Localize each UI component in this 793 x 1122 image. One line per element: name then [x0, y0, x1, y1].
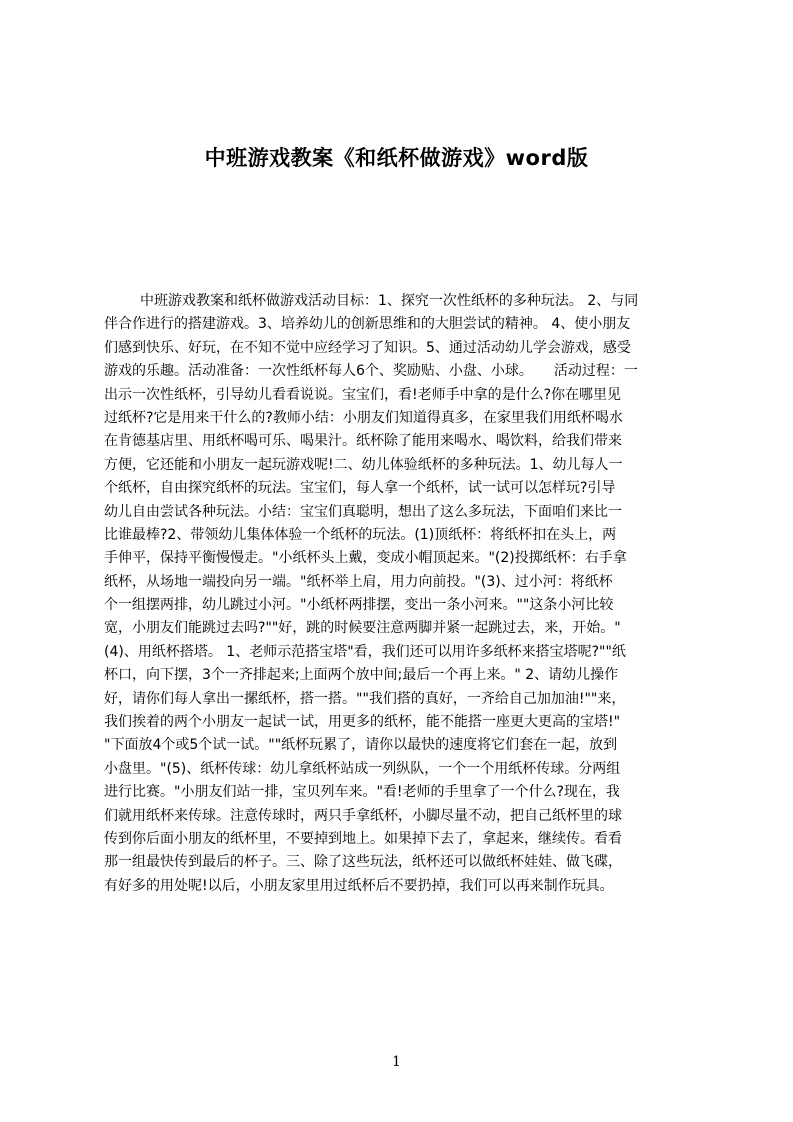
- body-line: 比谁最棒?2、带领幼儿集体体验一个纸杯的玩法。(1)顶纸杯：将纸杯扣在头上，两: [104, 526, 617, 543]
- body-line: 有好多的用处呢!以后，小朋友家里用过纸杯后不要扔掉，我们可以再来制作玩具。: [104, 877, 614, 894]
- body-line: 个一组摆两排，幼儿跳过小河。"小纸杯两排摆，变出一条小河来。""这条小河比较: [104, 597, 614, 614]
- body-line: 传到你后面小朋友的纸杯里，不要掉到地上。如果掉下去了，拿起来，继续传。看看: [104, 830, 622, 847]
- body-line: 我们挨着的两个小朋友一起试一试，用更多的纸杯，能不能搭一座更大更高的宝塔!": [104, 714, 621, 731]
- body-line: 幼儿自由尝试各种玩法。小结：宝宝们真聪明，想出了这么多玩法，下面咱们来比一: [104, 503, 622, 520]
- body-line: 个纸杯，自由探究纸杯的玩法。宝宝们，每人拿一个纸杯，试一试可以怎样玩?引导: [104, 480, 616, 497]
- body-line: 出示一次性纸杯，引导幼儿看看说说。宝宝们，看!老师手中拿的是什么?你在哪里见: [104, 386, 622, 403]
- body-line: 那一组最快传到最后的杯子。三、除了这些玩法，纸杯还可以做纸杯娃娃、做飞碟，: [104, 854, 622, 871]
- body-line: 小盘里。"(5)、纸杯传球：幼儿拿纸杯站成一列纵队，一个一个用纸杯传球。分两组: [104, 760, 621, 777]
- body-line: 宽，小朋友们能跳过去吗?""好，跳的时候要注意两脚并紧一起跳过去，来，开始。": [104, 620, 621, 637]
- page-number: 1: [392, 1054, 401, 1070]
- body-line: 杯口，向下摆，3个一齐排起来;上面两个放中间;最后一个再上来。" 2、请幼儿操作: [104, 667, 619, 684]
- body-line: "下面放4个或5个试一试。""纸杯玩累了，请你以最快的速度将它们套在一起，放到: [104, 737, 618, 754]
- body-line: 过纸杯?它是用来干什么的?教师小结：小朋友们知道得真多，在家里我们用纸杯喝水: [104, 409, 623, 426]
- document-title: 中班游戏教案《和纸杯做游戏》word版: [204, 146, 589, 170]
- body-line: 们就用纸杯来传球。注意传球时，两只手拿纸杯，小脚尽量不动，把自己纸杯里的球: [104, 807, 622, 824]
- body-line: 手伸平，保持平衡慢慢走。"小纸杯头上戴，变成小帽顶起来。"(2)投掷纸杯：右手拿: [104, 550, 627, 567]
- body-line: 方便，它还能和小朋友一起玩游戏呢!二、幼儿体验纸杯的多种玩法。1、幼儿每人一: [104, 456, 623, 473]
- body-line: 中班游戏教案和纸杯做游戏活动目标：1、探究一次性纸杯的多种玩法。 2、与同: [140, 293, 639, 309]
- body-line: 好，请你们每人拿出一摞纸杯，搭一搭。""我们搭的真好，一齐给自己加加油!""来，: [104, 690, 626, 707]
- body-line: 伴合作进行的搭建游戏。3、培养幼儿的创新思维和的大胆尝试的精神。 4、使小朋友: [104, 316, 631, 333]
- body-line: 在肯德基店里、用纸杯喝可乐、喝果汁。纸杯除了能用来喝水、喝饮料，给我们带来: [104, 433, 622, 450]
- body-line: 游戏的乐趣。活动准备：一次性纸杯每人6个、奖励贴、小盘、小球。 活动过程：一: [104, 363, 638, 380]
- body-line: 们感到快乐、好玩，在不知不觉中应经学习了知识。5、通过活动幼儿学会游戏，感受: [104, 339, 631, 356]
- document-body: [104, 290, 793, 898]
- body-line: 进行比赛。"小朋友们站一排，宝贝列车来。"看!老师的手里拿了一个什么?现在，我: [104, 784, 620, 801]
- body-line: 纸杯，从场地一端投向另一端。"纸杯举上肩，用力向前投。"(3)、过小河：将纸杯: [104, 573, 613, 590]
- body-line: (4)、用纸杯搭塔。 1、老师示范搭宝塔"看，我们还可以用许多纸杯来搭宝塔呢?""纸: [104, 643, 626, 660]
